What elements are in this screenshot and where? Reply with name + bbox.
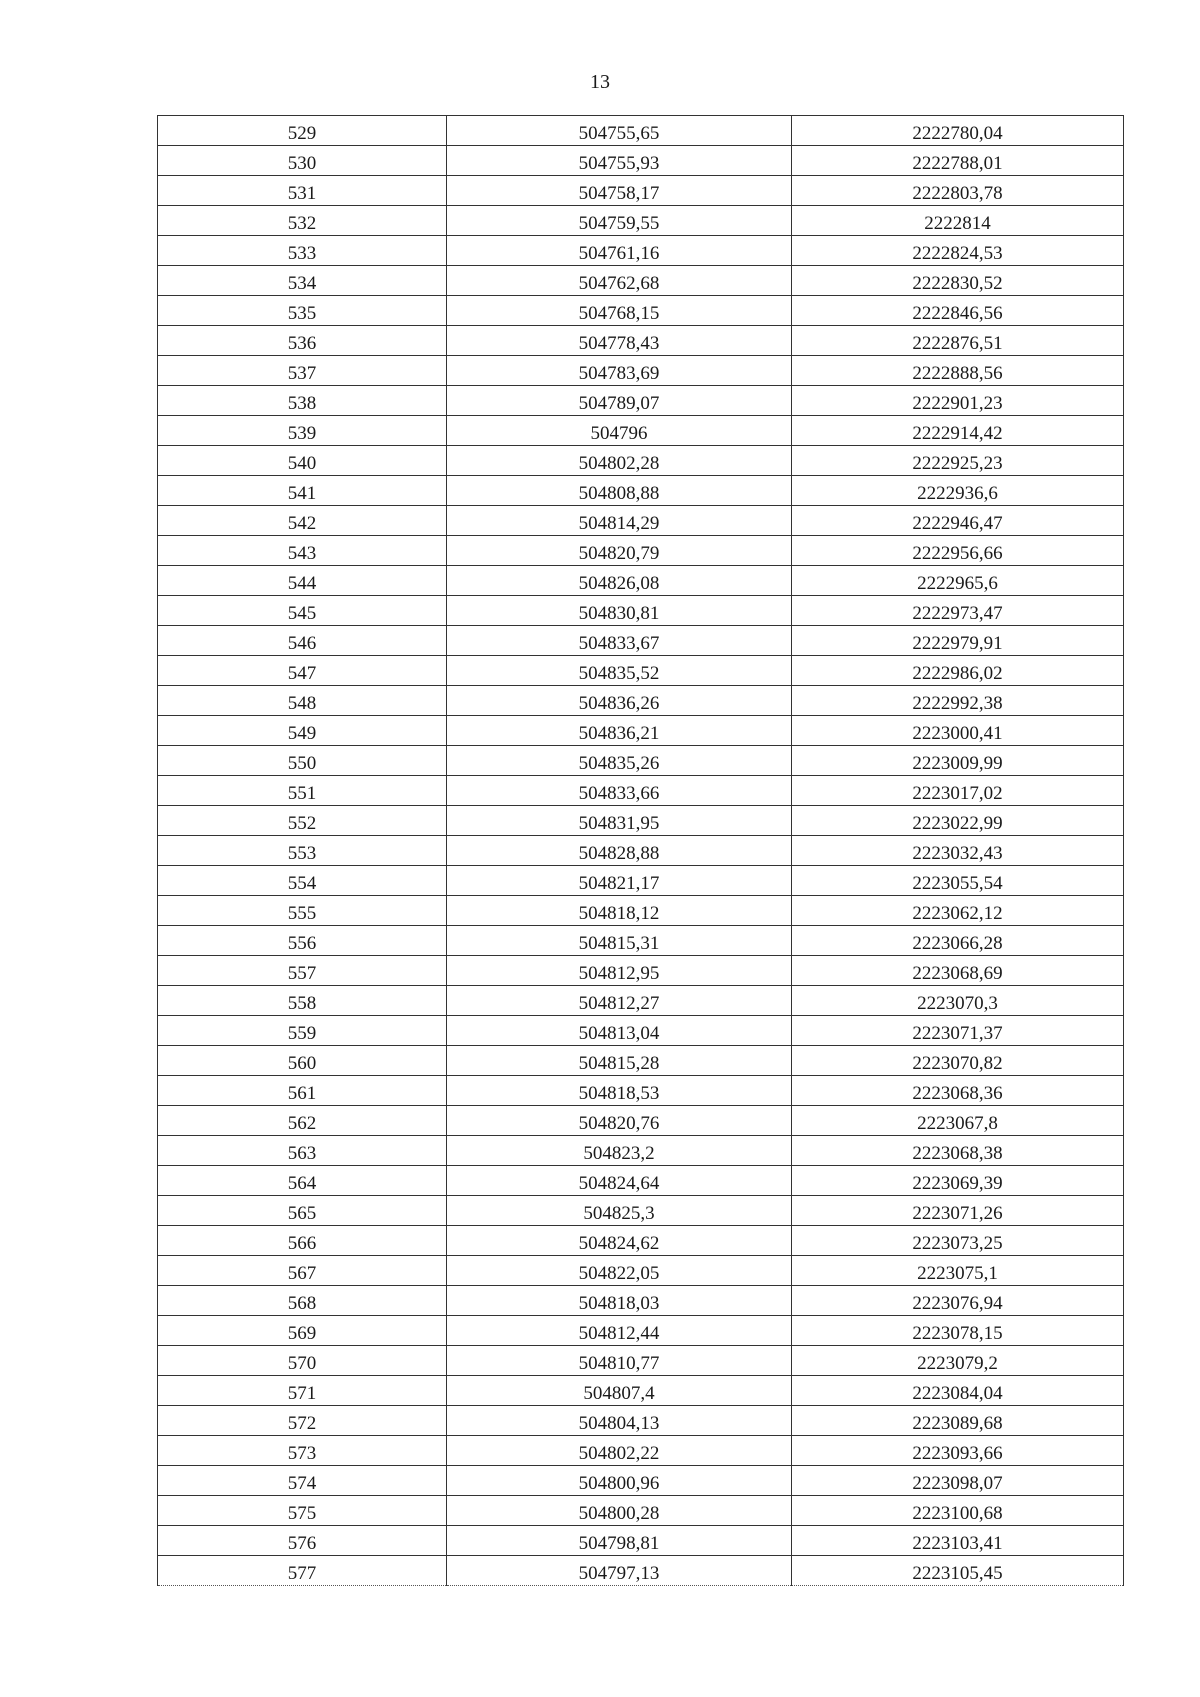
point-number-cell: 562 (158, 1106, 447, 1136)
table-row (158, 716, 1124, 746)
table-row (158, 206, 1124, 236)
point-number-cell: 551 (158, 776, 447, 806)
table-row (158, 1406, 1124, 1436)
point-number-cell: 552 (158, 806, 447, 836)
x-coordinate-cell: 504824,62 (447, 1226, 792, 1256)
y-coordinate-cell: 2223070,3 (792, 986, 1124, 1016)
y-coordinate-cell: 2222956,66 (792, 536, 1124, 566)
point-number-cell: 560 (158, 1046, 447, 1076)
y-coordinate-cell: 2222979,91 (792, 626, 1124, 656)
y-coordinate-cell: 2223000,41 (792, 716, 1124, 746)
x-coordinate-cell: 504755,93 (447, 146, 792, 176)
point-number-cell: 556 (158, 926, 447, 956)
x-coordinate-cell: 504818,53 (447, 1076, 792, 1106)
table-row (158, 236, 1124, 266)
y-coordinate-cell: 2223068,36 (792, 1076, 1124, 1106)
x-coordinate-cell: 504762,68 (447, 266, 792, 296)
table-row (158, 986, 1124, 1016)
y-coordinate-cell: 2223055,54 (792, 866, 1124, 896)
x-coordinate-cell: 504810,77 (447, 1346, 792, 1376)
point-number-cell: 557 (158, 956, 447, 986)
y-coordinate-cell: 2223078,15 (792, 1316, 1124, 1346)
x-coordinate-cell: 504812,44 (447, 1316, 792, 1346)
x-coordinate-cell: 504800,28 (447, 1496, 792, 1526)
table-row (158, 116, 1124, 146)
x-coordinate-cell: 504755,65 (447, 116, 792, 146)
y-coordinate-cell: 2222888,56 (792, 356, 1124, 386)
point-number-cell: 575 (158, 1496, 447, 1526)
point-number-cell: 572 (158, 1406, 447, 1436)
x-coordinate-cell: 504825,3 (447, 1196, 792, 1226)
point-number-cell: 569 (158, 1316, 447, 1346)
y-coordinate-cell: 2222936,6 (792, 476, 1124, 506)
x-coordinate-cell: 504835,52 (447, 656, 792, 686)
y-coordinate-cell: 2222814 (792, 206, 1124, 236)
x-coordinate-cell: 504802,22 (447, 1436, 792, 1466)
x-coordinate-cell: 504783,69 (447, 356, 792, 386)
point-number-cell: 539 (158, 416, 447, 446)
y-coordinate-cell: 2223032,43 (792, 836, 1124, 866)
point-number-cell: 553 (158, 836, 447, 866)
y-coordinate-cell: 2223022,99 (792, 806, 1124, 836)
table-row (158, 926, 1124, 956)
point-number-cell: 545 (158, 596, 447, 626)
y-coordinate-cell: 2222846,56 (792, 296, 1124, 326)
y-coordinate-cell: 2222973,47 (792, 596, 1124, 626)
table-row (158, 896, 1124, 926)
table-row (158, 626, 1124, 656)
table-row (158, 386, 1124, 416)
x-coordinate-cell: 504815,31 (447, 926, 792, 956)
x-coordinate-cell: 504826,08 (447, 566, 792, 596)
table-row (158, 356, 1124, 386)
x-coordinate-cell: 504828,88 (447, 836, 792, 866)
x-coordinate-cell: 504759,55 (447, 206, 792, 236)
table-row (158, 656, 1124, 686)
point-number-cell: 564 (158, 1166, 447, 1196)
x-coordinate-cell: 504830,81 (447, 596, 792, 626)
point-number-cell: 546 (158, 626, 447, 656)
x-coordinate-cell: 504831,95 (447, 806, 792, 836)
point-number-cell: 574 (158, 1466, 447, 1496)
y-coordinate-cell: 2223079,2 (792, 1346, 1124, 1376)
point-number-cell: 535 (158, 296, 447, 326)
x-coordinate-cell: 504797,13 (447, 1556, 792, 1586)
table-row (158, 1196, 1124, 1226)
x-coordinate-cell: 504812,27 (447, 986, 792, 1016)
y-coordinate-cell: 2222914,42 (792, 416, 1124, 446)
point-number-cell: 570 (158, 1346, 447, 1376)
point-number-cell: 563 (158, 1136, 447, 1166)
table-row (158, 1286, 1124, 1316)
y-coordinate-cell: 2223073,25 (792, 1226, 1124, 1256)
point-number-cell: 561 (158, 1076, 447, 1106)
point-number-cell: 550 (158, 746, 447, 776)
x-coordinate-cell: 504808,88 (447, 476, 792, 506)
coordinates-table-body (158, 116, 1124, 1586)
y-coordinate-cell: 2222965,6 (792, 566, 1124, 596)
y-coordinate-cell: 2223093,66 (792, 1436, 1124, 1466)
y-coordinate-cell: 2223071,26 (792, 1196, 1124, 1226)
page-number: 13 (590, 71, 610, 93)
table-row (158, 1046, 1124, 1076)
table-row (158, 416, 1124, 446)
table-row (158, 1376, 1124, 1406)
table-row (158, 746, 1124, 776)
point-number-cell: 549 (158, 716, 447, 746)
x-coordinate-cell: 504835,26 (447, 746, 792, 776)
table-row (158, 956, 1124, 986)
x-coordinate-cell: 504800,96 (447, 1466, 792, 1496)
y-coordinate-cell: 2223100,68 (792, 1496, 1124, 1526)
point-number-cell: 537 (158, 356, 447, 386)
point-number-cell: 568 (158, 1286, 447, 1316)
table-row (158, 1256, 1124, 1286)
x-coordinate-cell: 504807,4 (447, 1376, 792, 1406)
y-coordinate-cell: 2223017,02 (792, 776, 1124, 806)
point-number-cell: 566 (158, 1226, 447, 1256)
table-row (158, 866, 1124, 896)
x-coordinate-cell: 504815,28 (447, 1046, 792, 1076)
point-number-cell: 571 (158, 1376, 447, 1406)
y-coordinate-cell: 2223066,28 (792, 926, 1124, 956)
point-number-cell: 559 (158, 1016, 447, 1046)
point-number-cell: 554 (158, 866, 447, 896)
y-coordinate-cell: 2222986,02 (792, 656, 1124, 686)
y-coordinate-cell: 2223098,07 (792, 1466, 1124, 1496)
table-row (158, 1166, 1124, 1196)
x-coordinate-cell: 504820,76 (447, 1106, 792, 1136)
y-coordinate-cell: 2222925,23 (792, 446, 1124, 476)
point-number-cell: 558 (158, 986, 447, 1016)
table-row (158, 176, 1124, 206)
y-coordinate-cell: 2223076,94 (792, 1286, 1124, 1316)
table-row (158, 596, 1124, 626)
y-coordinate-cell: 2222803,78 (792, 176, 1124, 206)
point-number-cell: 536 (158, 326, 447, 356)
table-row (158, 1016, 1124, 1046)
x-coordinate-cell: 504796 (447, 416, 792, 446)
x-coordinate-cell: 504836,21 (447, 716, 792, 746)
y-coordinate-cell: 2222946,47 (792, 506, 1124, 536)
x-coordinate-cell: 504789,07 (447, 386, 792, 416)
table-row (158, 806, 1124, 836)
table-row (158, 836, 1124, 866)
y-coordinate-cell: 2223103,41 (792, 1526, 1124, 1556)
table-row (158, 326, 1124, 356)
x-coordinate-cell: 504824,64 (447, 1166, 792, 1196)
x-coordinate-cell: 504814,29 (447, 506, 792, 536)
point-number-cell: 544 (158, 566, 447, 596)
table-row (158, 566, 1124, 596)
x-coordinate-cell: 504818,03 (447, 1286, 792, 1316)
point-number-cell: 533 (158, 236, 447, 266)
y-coordinate-cell: 2222830,52 (792, 266, 1124, 296)
table-row (158, 146, 1124, 176)
table-row (158, 1136, 1124, 1166)
x-coordinate-cell: 504836,26 (447, 686, 792, 716)
table-row (158, 446, 1124, 476)
table-row (158, 296, 1124, 326)
y-coordinate-cell: 2223067,8 (792, 1106, 1124, 1136)
x-coordinate-cell: 504818,12 (447, 896, 792, 926)
point-number-cell: 532 (158, 206, 447, 236)
y-coordinate-cell: 2223089,68 (792, 1406, 1124, 1436)
x-coordinate-cell: 504823,2 (447, 1136, 792, 1166)
y-coordinate-cell: 2223068,69 (792, 956, 1124, 986)
y-coordinate-cell: 2222876,51 (792, 326, 1124, 356)
y-coordinate-cell: 2223062,12 (792, 896, 1124, 926)
point-number-cell: 576 (158, 1526, 447, 1556)
x-coordinate-cell: 504812,95 (447, 956, 792, 986)
point-number-cell: 547 (158, 656, 447, 686)
y-coordinate-cell: 2223068,38 (792, 1136, 1124, 1166)
y-coordinate-cell: 2223069,39 (792, 1166, 1124, 1196)
x-coordinate-cell: 504798,81 (447, 1526, 792, 1556)
table-row (158, 1226, 1124, 1256)
table-row (158, 506, 1124, 536)
y-coordinate-cell: 2222992,38 (792, 686, 1124, 716)
y-coordinate-cell: 2223070,82 (792, 1046, 1124, 1076)
y-coordinate-cell: 2222824,53 (792, 236, 1124, 266)
x-coordinate-cell: 504821,17 (447, 866, 792, 896)
table-row (158, 1106, 1124, 1136)
table-row (158, 266, 1124, 296)
point-number-cell: 538 (158, 386, 447, 416)
point-number-cell: 530 (158, 146, 447, 176)
point-number-cell: 567 (158, 1256, 447, 1286)
table-row (158, 776, 1124, 806)
point-number-cell: 540 (158, 446, 447, 476)
table-row (158, 1496, 1124, 1526)
y-coordinate-cell: 2223009,99 (792, 746, 1124, 776)
y-coordinate-cell: 2223084,04 (792, 1376, 1124, 1406)
x-coordinate-cell: 504778,43 (447, 326, 792, 356)
point-number-cell: 548 (158, 686, 447, 716)
table-row (158, 1436, 1124, 1466)
x-coordinate-cell: 504833,66 (447, 776, 792, 806)
point-number-cell: 529 (158, 116, 447, 146)
table-row (158, 1346, 1124, 1376)
table-row (158, 1316, 1124, 1346)
point-number-cell: 542 (158, 506, 447, 536)
y-coordinate-cell: 2222780,04 (792, 116, 1124, 146)
x-coordinate-cell: 504758,17 (447, 176, 792, 206)
point-number-cell: 565 (158, 1196, 447, 1226)
y-coordinate-cell: 2223075,1 (792, 1256, 1124, 1286)
x-coordinate-cell: 504813,04 (447, 1016, 792, 1046)
x-coordinate-cell: 504820,79 (447, 536, 792, 566)
point-number-cell: 534 (158, 266, 447, 296)
point-number-cell: 541 (158, 476, 447, 506)
point-number-cell: 573 (158, 1436, 447, 1466)
x-coordinate-cell: 504768,15 (447, 296, 792, 326)
point-number-cell: 555 (158, 896, 447, 926)
point-number-cell: 531 (158, 176, 447, 206)
x-coordinate-cell: 504802,28 (447, 446, 792, 476)
table-row (158, 686, 1124, 716)
table-row (158, 476, 1124, 506)
y-coordinate-cell: 2222788,01 (792, 146, 1124, 176)
x-coordinate-cell: 504833,67 (447, 626, 792, 656)
coordinates-table (157, 115, 1124, 1586)
point-number-cell: 543 (158, 536, 447, 566)
table-row (158, 1466, 1124, 1496)
y-coordinate-cell: 2223105,45 (792, 1556, 1124, 1586)
point-number-cell: 577 (158, 1556, 447, 1586)
y-coordinate-cell: 2222901,23 (792, 386, 1124, 416)
table-row (158, 1526, 1124, 1556)
y-coordinate-cell: 2223071,37 (792, 1016, 1124, 1046)
table-row (158, 536, 1124, 566)
table-row (158, 1556, 1124, 1586)
x-coordinate-cell: 504761,16 (447, 236, 792, 266)
x-coordinate-cell: 504804,13 (447, 1406, 792, 1436)
x-coordinate-cell: 504822,05 (447, 1256, 792, 1286)
table-row (158, 1076, 1124, 1106)
